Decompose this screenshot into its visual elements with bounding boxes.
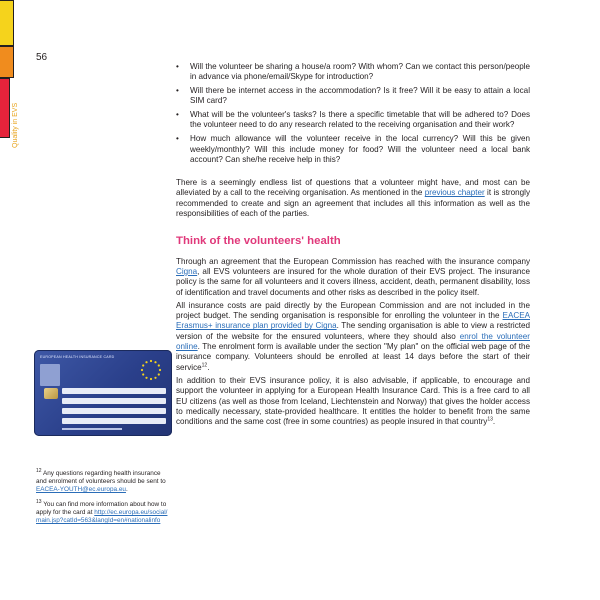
card-chip <box>44 388 58 399</box>
side-tab-yellow <box>0 0 14 46</box>
list-item: • What will be the volunteer's tasks? Is there a specific timetable that will be adhered to? Does the volunteer need to do any research related to the receiving organisation and their work? <box>176 110 530 131</box>
cigna-link[interactable]: Cigna <box>176 266 198 276</box>
card-field <box>62 388 166 394</box>
card-photo <box>40 364 60 386</box>
p2-text-3: . The enrolment form is available under the section "My plan" on the official web page of the insurance company. Volunteers should be enrolled at least 14 days before the start of their service <box>176 342 530 372</box>
intro-text: There is a seemingly endless list of questions that a volunteer might have, and most can be alleviated by a call to the receiving organisation. As mentioned in the <box>176 178 530 198</box>
footnote-12 <box>36 467 168 494</box>
section-label: Quality in EVS <box>12 102 19 148</box>
main-content <box>176 62 530 430</box>
card-line <box>62 428 122 430</box>
insurance-plan-link[interactable]: EACEA Erasmus+ insurance plan provided by Cigna <box>176 311 530 331</box>
section-heading: Think of the volunteers' health <box>176 235 341 248</box>
side-tab-red <box>0 78 10 138</box>
p2-text-1: All insurance costs are paid directly by the European Commission and are not included in the project budget. The sending organisation is responsible for enrolling the volunteer in the <box>176 300 530 321</box>
list-item: • Will there be internet access in the accommodation? Is it free? Will it be easy to attain a local SIM card? <box>176 86 530 107</box>
intro-paragraph <box>176 178 530 219</box>
p2-text-2: . The sending organisation is able to view a restricted version of the website for the ensured volunteers, where they should also <box>176 321 530 341</box>
ehic-info-link[interactable]: http://ec.europa.eu/social/main.jsp?catId=563&langId=en#nationalinfo <box>36 509 168 524</box>
question-list <box>176 62 530 165</box>
eu-stars-icon <box>140 359 162 381</box>
list-item: • How much allowance will the volunteer receive in the local currency? Will this be given weekly/monthly? Will this include money for food? Will the volunteer need a local bank account? Can she/he receive help in this? <box>176 134 530 165</box>
previous-chapter-link[interactable]: previous chapter <box>424 188 485 198</box>
enrol-online-link[interactable]: enrol the volunteer online <box>176 331 530 352</box>
list-item: • Will the volunteer be sharing a house/a room? With whom? Can we contact this person/people in advance via phone/email/Skype for introduction? <box>176 62 530 83</box>
footnote-13 <box>36 498 168 525</box>
insurance-paragraph <box>176 257 530 298</box>
ehic-paragraph <box>176 376 530 427</box>
email-link[interactable]: EACEA-YOUTH@ec.europa.eu <box>36 486 126 493</box>
footnote-text: You can find more information about how to apply for the card at <box>36 501 167 516</box>
footnote-ref: 13 <box>487 416 493 423</box>
footnote-marker: 12 <box>36 467 42 474</box>
intro-text-end: it is strongly recommended to create and sign an agreement that includes all this information as well as the responsibilities of each of the parties. <box>176 188 531 219</box>
card-field <box>62 408 166 414</box>
footnote-marker: 13 <box>36 498 42 505</box>
card-title: EUROPEAN HEALTH INSURANCE CARD <box>40 355 115 359</box>
p1-text: Through an agreement that the European Commission has reached with the insurance company <box>176 256 530 266</box>
p2-text-4: . <box>207 362 210 372</box>
page-number: 56 <box>36 52 48 63</box>
card-field <box>62 418 166 424</box>
footnote-ref: 12 <box>201 361 208 368</box>
footnote-text: Any questions regarding health insurance and enrolment of volunteers should be sent to <box>36 470 166 485</box>
costs-paragraph <box>176 301 530 373</box>
card-field <box>62 398 166 404</box>
p3-text-end: . <box>492 417 496 427</box>
footnotes <box>36 467 168 532</box>
side-tab-orange <box>0 46 14 78</box>
footnote-end: . <box>125 486 128 493</box>
health-insurance-card-image <box>34 350 172 436</box>
p3-text: In addition to their EVS insurance policy, it is also advisable, if applicable, to encourage and support the volunteer in applying for a European Health Insurance Card. This is a free card to all EU citizens (as well as those from Iceland, Liechtenstein and Norway) that gives the holder access to medically necessary, state-provided healthcare. It entitles the holder to benefit from the same conditions and the same cost (free in some countries) as people insured in that country <box>176 375 530 427</box>
p1-text-end: , all EVS volunteers are insured for the whole duration of their EVS project. The insurance policy is the same for all volunteers and it covers illness, accident, death, permanent disability, loss of identification and travel documents and other risks as described in the policy itself. <box>176 266 530 297</box>
